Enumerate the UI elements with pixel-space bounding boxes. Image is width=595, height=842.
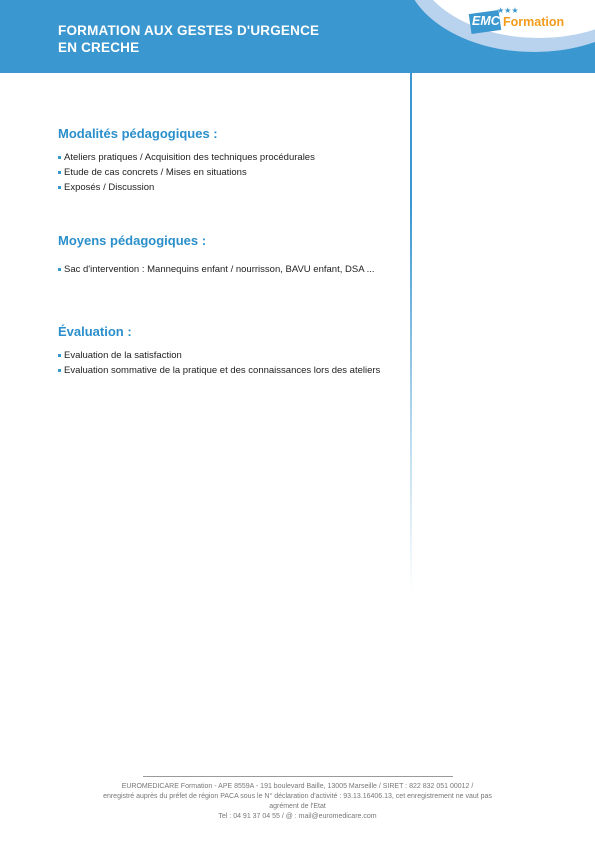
list-item-text: Exposés / Discussion: [64, 182, 155, 193]
footer-line-1: EUROMEDICARE Formation - APE 8559A - 191 boulevard Baille, 13005 Marseille / SIRET : 822 832 051 00012 /: [121, 783, 474, 790]
bullet-icon: [58, 354, 61, 357]
list-item: [58, 166, 393, 179]
section-title-evaluation: Évaluation :: [58, 324, 132, 339]
page-header: [0, 0, 595, 73]
footer-line-4: Tel : 04 91 37 04 55 / @ : mail@euromedicare.com: [218, 813, 377, 820]
bullet-icon: [58, 268, 61, 271]
logo-emc-text: EMC: [472, 14, 500, 28]
bullet-icon: [58, 369, 61, 372]
logo-formation-text: Formation: [503, 15, 565, 29]
vertical-divider: [410, 73, 412, 593]
list-item: [58, 364, 393, 377]
list-item: [58, 349, 393, 362]
list-item: [58, 181, 393, 194]
list-item-text: Ateliers pratiques / Acquisition des techniques procédurales: [64, 152, 315, 163]
list-moyens: [58, 263, 393, 278]
bullet-icon: [58, 186, 61, 189]
page-footer: [50, 782, 545, 822]
section-title-modalites: Modalités pédagogiques :: [58, 126, 218, 141]
list-item: [58, 263, 393, 276]
list-item-text: Sac d'intervention : Mannequins enfant / nourrisson, BAVU enfant, DSA ...: [64, 264, 375, 275]
footer-line-2: enregistré auprès du préfet de région PACA sous le N° déclaration d'activité : 93.13.16406.13, cet enregistrement ne vaut pas: [103, 793, 492, 800]
emc-formation-logo: [470, 8, 570, 38]
section-title-moyens: Moyens pédagogiques :: [58, 233, 207, 248]
document-title: [58, 22, 319, 56]
list-evaluation: [58, 349, 393, 379]
footer-line-3: agrément de l'Etat: [269, 803, 326, 810]
list-modalites: [58, 151, 393, 196]
list-item: [58, 151, 393, 164]
footer-divider: [143, 776, 453, 777]
document-title-line-1: FORMATION AUX GESTES D'URGENCE: [58, 23, 320, 38]
list-item-text: Evaluation de la satisfaction: [64, 350, 182, 361]
logo-stars-icon: ★★★: [497, 6, 519, 15]
list-item-text: Evaluation sommative de la pratique et des connaissances lors des ateliers: [64, 365, 381, 376]
bullet-icon: [58, 156, 61, 159]
list-item-text: Etude de cas concrets / Mises en situations: [64, 167, 247, 178]
document-title-line-2: EN CRECHE: [58, 40, 140, 55]
bullet-icon: [58, 171, 61, 174]
